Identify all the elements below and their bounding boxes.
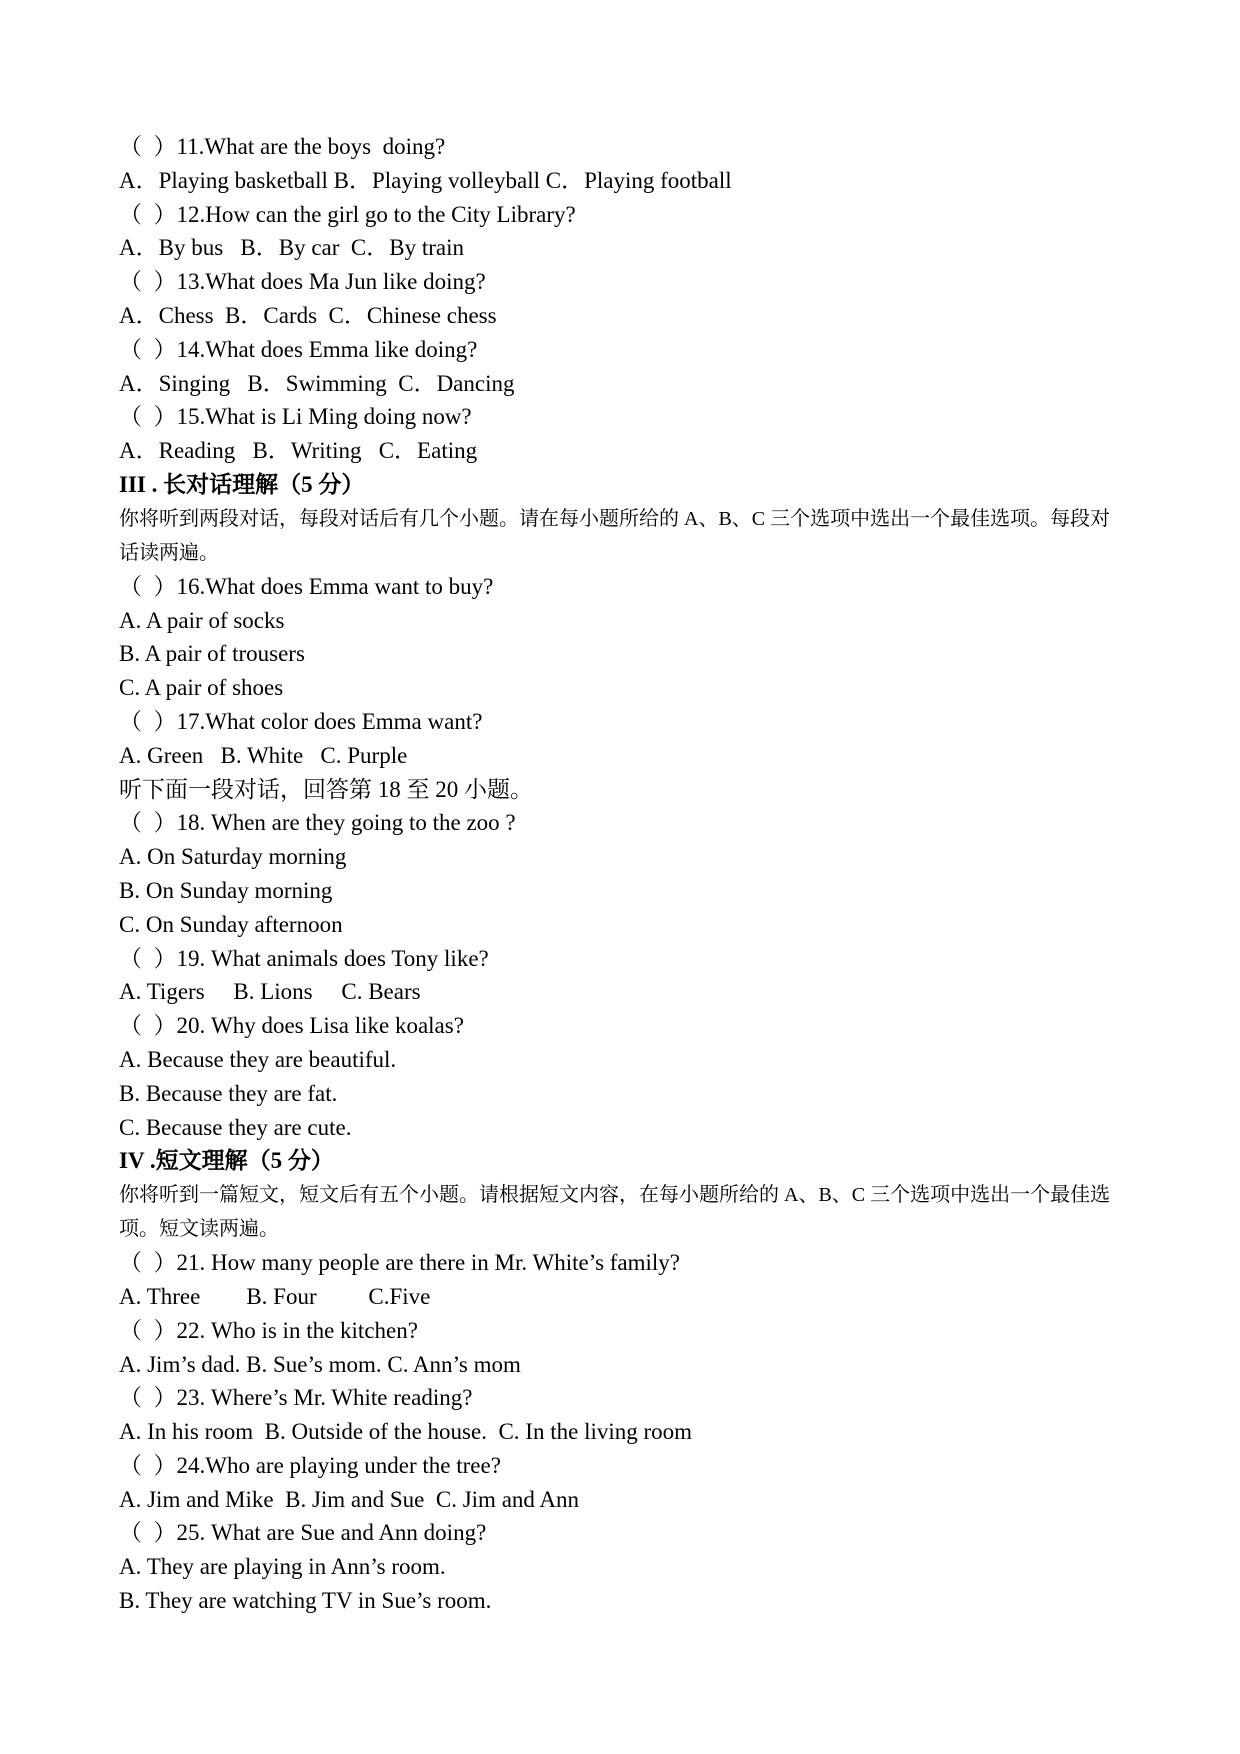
option-25b: B. They are watching TV in Sue’s room. [119,1588,492,1614]
question-23: （ ）23. Where’s Mr. White reading? [119,1385,473,1411]
question-11: （ ）11.What are the boys doing? [119,134,446,159]
option-20b: B. Because they are fat. [119,1080,338,1106]
question-15: （ ）15.What is Li Ming doing now? [119,404,472,430]
question-18: （ ）18. When are they going to the zoo ? [119,810,516,836]
option-18c: C. On Sunday afternoon [119,911,343,937]
option-25a: A. They are playing in Ann’s room. [119,1554,446,1580]
question-24: （ ）24.Who are playing under the tree? [119,1452,501,1478]
question-17: （ ）17.What color does Emma want? [119,708,483,734]
options-17: A. Green B. White C. Purple [119,742,408,768]
section-instructions-iv: 你将听到一篇短文，短文后有五个小题。请根据短文内容，在每小题所给的 A、B、C 三个选项中选出一个最佳选项。短文读两遍。 [119,1184,1111,1241]
question-22: （ ）22. Who is in the kitchen? [119,1317,418,1343]
options-13: A．Chess B．Cards C．Chinese chess [119,302,497,328]
question-16: （ ）16.What does Emma want to buy? [119,573,494,599]
options-24: A. Jim and Mike B. Jim and Sue C. Jim and Ann [119,1486,579,1512]
question-12: （ ）12.How can the girl go to the City Library? [119,201,576,227]
options-11: A．Playing basketball B．Playing volleyball C．Playing football [119,167,732,193]
options-23: A. In his room B. Outside of the house. C. In the living room [119,1419,693,1445]
option-18b: B. On Sunday morning [119,877,333,903]
option-20c: C. Because they are cute. [119,1114,352,1140]
question-19: （ ）19. What animals does Tony like? [119,945,489,971]
options-22: A. Jim’s dad. B. Sue’s mom. C. Ann’s mom [119,1351,521,1377]
options-15: A．Reading B．Writing C．Eating [119,438,478,464]
question-14: （ ）14.What does Emma like doing? [119,336,478,362]
question-21: （ ）21. How many people are there in Mr. White’s family? [119,1250,681,1276]
dialogue-note: 听下面一段对话，回答第 18 至 20 小题。 [119,776,533,802]
document-page [119,130,1129,1618]
options-21: A. Three B. Four C.Five [119,1283,431,1309]
question-20: （ ）20. Why does Lisa like koalas? [119,1013,464,1039]
options-14: A．Singing B．Swimming C．Dancing [119,370,515,396]
options-12: A．By bus B．By car C．By train [119,235,464,261]
section-heading-iii: III . 长对话理解（5 分） [119,471,365,497]
option-20a: A. Because they are beautiful. [119,1046,397,1072]
section-instructions-iii: 你将听到两段对话，每段对话后有几个小题。请在每小题所给的 A、B、C 三个选项中选出一个最佳选项。每段对话读两遍。 [119,507,1111,564]
question-25: （ ）25. What are Sue and Ann doing? [119,1520,487,1546]
question-13: （ ）13.What does Ma Jun like doing? [119,269,486,295]
option-16a: A. A pair of socks [119,607,285,633]
option-16c: C. A pair of shoes [119,675,284,701]
option-16b: B. A pair of trousers [119,641,305,667]
options-19: A. Tigers B. Lions C. Bears [119,979,421,1005]
option-18a: A. On Saturday morning [119,844,347,870]
section-heading-iv: IV .短文理解（5 分） [119,1148,334,1174]
